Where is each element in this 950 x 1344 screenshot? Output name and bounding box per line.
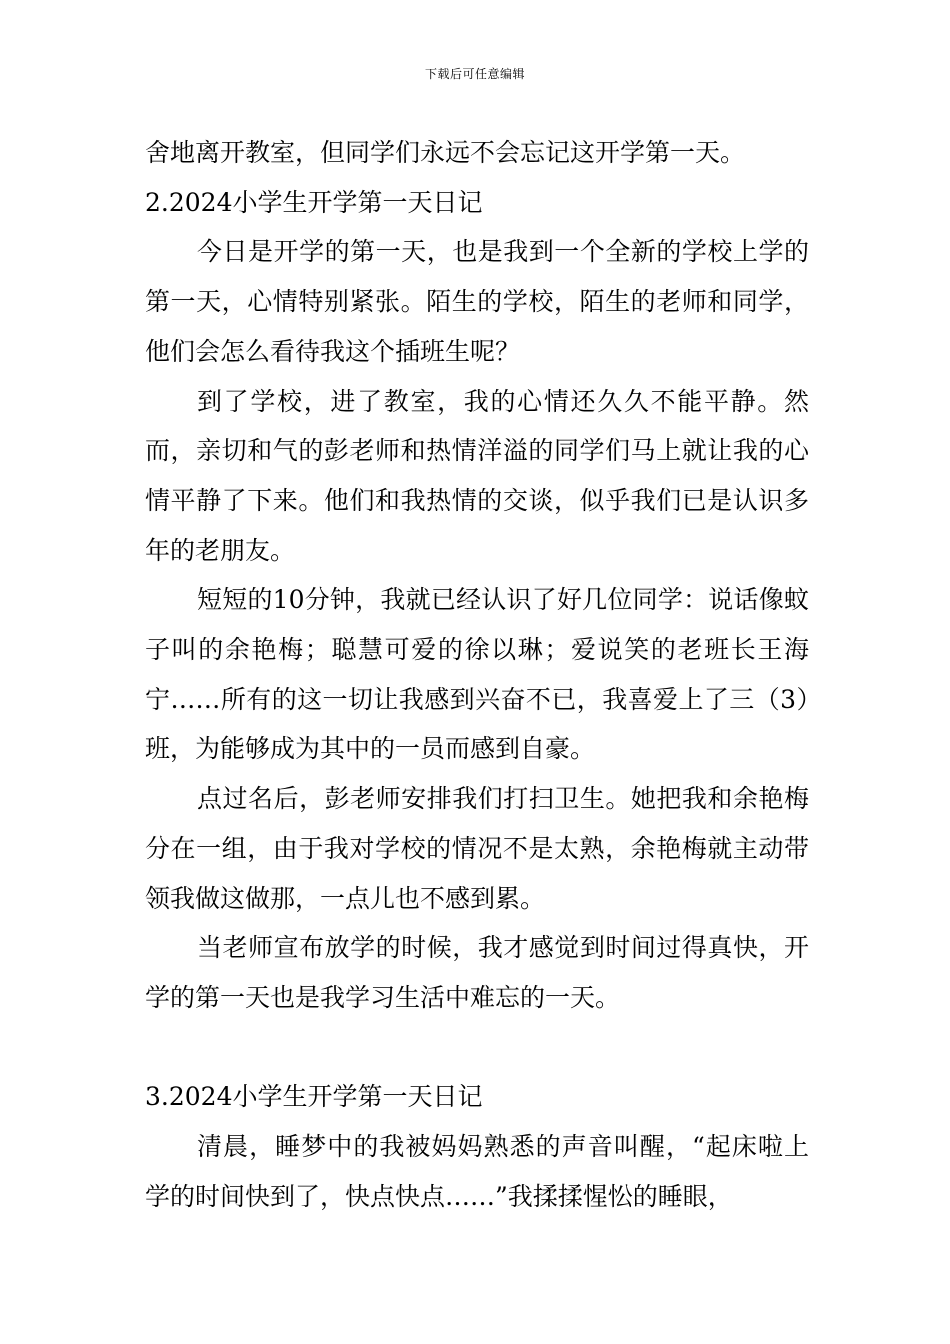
paragraph: 清晨，睡梦中的我被妈妈熟悉的声音叫醒，“起床啦上学的时间快到了，快点快点……”我揉揉惺忪的睡眼， [145, 1132, 809, 1211]
paragraph: 短短的10分钟，我就已经认识了好几位同学：说话像蚊子叫的余艳梅；聪慧可爱的徐以琳；爱说笑的老班长王海宁……所有的这一切让我感到兴奋不已，我喜爱上了三（3）班，为能够成为其中的一员而感到自豪。 [145, 585, 809, 764]
paragraph: 今日是开学的第一天，也是我到一个全新的学校上学的第一天，心情特别紧张。陌生的学校，陌生的老师和同学，他们会怎么看待我这个插班生呢？ [145, 237, 809, 366]
section-heading-3: 3.2024小学生开学第一天日记 [145, 1082, 483, 1112]
document-body [145, 128, 809, 1221]
paragraph: 当老师宣布放学的时候，我才感觉到时间过得真快，开学的第一天也是我学习生活中难忘的一天。 [145, 933, 809, 1012]
section-heading-2: 2.2024小学生开学第一天日记 [145, 187, 483, 217]
blank-line [145, 1023, 809, 1073]
paragraph: 点过名后，彭老师安排我们打扫卫生。她把我和余艳梅分在一组，由于我对学校的情况不是太熟，余艳梅就主动带领我做这做那，一点儿也不感到累。 [145, 784, 809, 913]
paragraph-continuation: 舍地离开教室，但同学们永远不会忘记这开学第一天。 [145, 138, 746, 167]
page-header: 下载后可任意编辑 [424, 67, 525, 81]
paragraph: 到了学校，进了教室，我的心情还久久不能平静。然而，亲切和气的彭老师和热情洋溢的同学们马上就让我的心情平静了下来。他们和我热情的交谈，似乎我们已是认识多年的老朋友。 [145, 386, 809, 565]
